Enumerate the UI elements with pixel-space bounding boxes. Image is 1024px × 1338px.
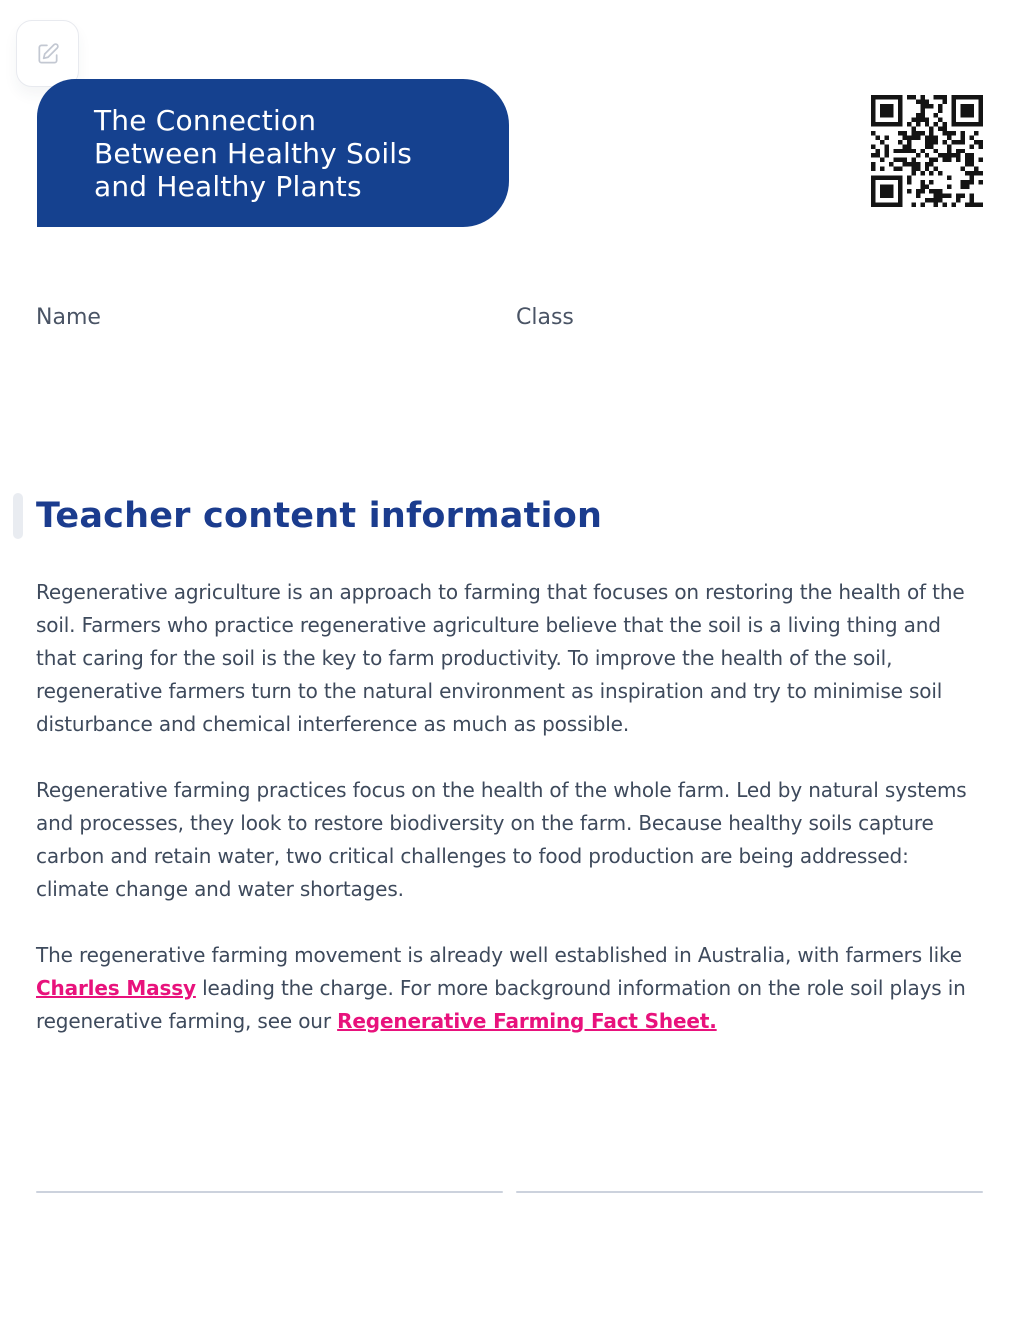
worksheet-title-line: Between Healthy Soils xyxy=(94,136,413,170)
edit-button[interactable] xyxy=(16,20,79,87)
class-answer-line xyxy=(516,1191,983,1193)
heading-accent-bar xyxy=(13,493,23,539)
paragraph-text: leading the charge. For more background information on the role soil plays in regenerative farming, see our xyxy=(36,976,966,1033)
paragraph-text: The regenerative farming movement is already well established in Australia, with farmers like xyxy=(36,943,962,967)
student-fields-row xyxy=(36,304,983,334)
section-heading-row xyxy=(13,492,602,540)
paragraph xyxy=(36,576,982,741)
paragraph xyxy=(36,939,982,1038)
worksheet-title-card xyxy=(37,79,509,227)
charles-massy-link[interactable]: Charles Massy xyxy=(36,976,196,1000)
paragraph xyxy=(36,774,982,906)
answer-lines-row xyxy=(36,1191,983,1193)
edit-pencil-icon xyxy=(35,41,61,67)
worksheet-title-line: and Healthy Plants xyxy=(94,169,362,203)
teacher-content-text xyxy=(36,576,982,1071)
name-label: Name xyxy=(36,305,101,330)
class-label: Class xyxy=(516,305,574,330)
worksheet-title-line: The Connection xyxy=(94,103,317,137)
qr-code xyxy=(871,95,983,207)
paragraph-text: Regenerative farming practices focus on the health of the whole farm. Led by natural systems and processes, they look to restore biodiversity on the farm. Because healthy soils capture carbon and retain water, two critical challenges to food production are being addressed: climate change and water shortages. xyxy=(36,778,967,901)
regenerative-farming-fact-sheet-link[interactable]: Regenerative Farming Fact Sheet. xyxy=(337,1009,717,1033)
name-answer-line xyxy=(36,1191,503,1193)
paragraph-text: Regenerative agriculture is an approach to farming that focuses on restoring the health of the soil. Farmers who practice regenerative agriculture believe that the soil is a living thing and that caring for the soil is the key to farm productivity. To improve the health of the soil, regenerative farmers turn to the natural environment as inspiration and try to minimise soil disturbance and chemical interference as much as possible. xyxy=(36,580,965,736)
section-heading: Teacher content information xyxy=(36,496,603,536)
